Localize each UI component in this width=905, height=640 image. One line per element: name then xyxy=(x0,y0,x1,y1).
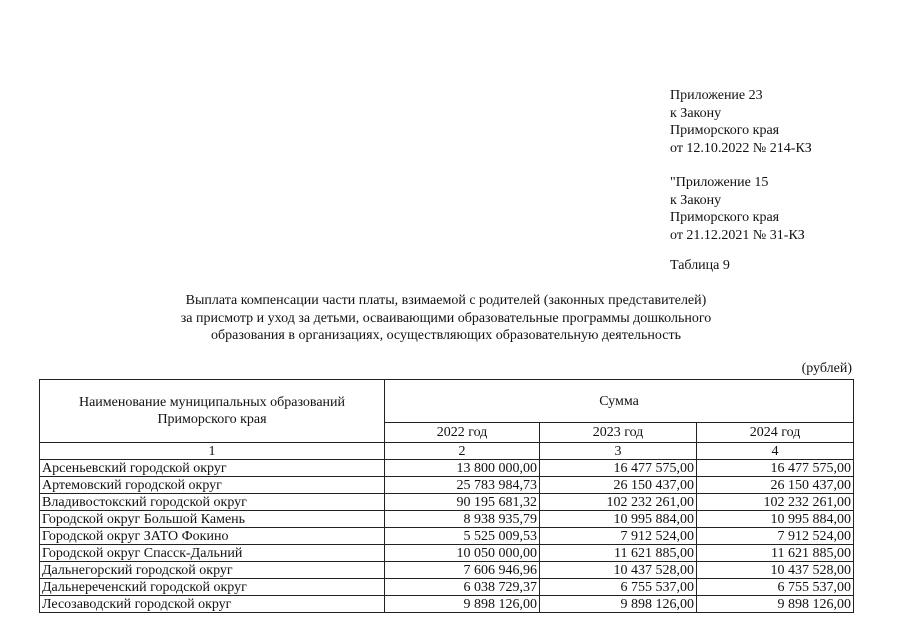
amount-2023-cell: 26 150 437,00 xyxy=(540,477,697,494)
amount-2024-cell: 26 150 437,00 xyxy=(697,477,854,494)
table-number: Таблица 9 xyxy=(670,258,730,273)
appendix-line: Приморского края xyxy=(670,123,780,138)
table-row xyxy=(40,511,854,528)
title-line: Выплата компенсации части платы, взимаемой с родителей (законных представителей) xyxy=(185,293,707,308)
municipality-name-cell: Артемовский городской округ xyxy=(40,477,385,494)
document-title xyxy=(40,292,852,345)
header-municipality xyxy=(40,380,385,443)
municipality-name-cell: Владивостокский городской округ xyxy=(40,494,385,511)
table-row xyxy=(40,494,854,511)
appendix-line: от 21.12.2021 № 31-КЗ xyxy=(670,227,805,243)
amount-2023-cell: 16 477 575,00 xyxy=(540,460,697,477)
municipality-name-cell: Дальнереченский городской округ xyxy=(40,579,385,596)
appendix-line: Приложение 23 xyxy=(670,88,763,103)
amount-2023-cell: 10 437 528,00 xyxy=(540,562,697,579)
column-number: 3 xyxy=(540,443,697,460)
amount-2023-cell: 7 912 524,00 xyxy=(540,528,697,545)
header-municipality-line: Наименование муниципальных образований xyxy=(78,395,346,410)
amount-2024-cell: 102 232 261,00 xyxy=(697,494,854,511)
table-row xyxy=(40,545,854,562)
amount-2024-cell: 7 912 524,00 xyxy=(697,528,854,545)
appendix-original-reference xyxy=(670,174,805,244)
amount-2023-cell: 11 621 885,00 xyxy=(540,545,697,562)
municipality-name-cell: Городской округ ЗАТО Фокино xyxy=(40,528,385,545)
column-number: 4 xyxy=(697,443,854,460)
table-row xyxy=(40,596,854,613)
appendix-line: Приморского края xyxy=(670,210,780,225)
amount-2022-cell: 6 038 729,37 xyxy=(385,579,540,596)
amount-2024-cell: 10 437 528,00 xyxy=(697,562,854,579)
amount-2023-cell: 102 232 261,00 xyxy=(540,494,697,511)
amount-2023-cell: 6 755 537,00 xyxy=(540,579,697,596)
municipality-name-cell: Дальнегорский городской округ xyxy=(40,562,385,579)
amount-2022-cell: 5 525 009,53 xyxy=(385,528,540,545)
amount-2024-cell: 11 621 885,00 xyxy=(697,545,854,562)
amount-2023-cell: 10 995 884,00 xyxy=(540,511,697,528)
appendix-current-reference xyxy=(670,87,812,157)
header-year-2022: 2022 год xyxy=(385,423,540,443)
column-number: 1 xyxy=(40,443,385,460)
amount-2024-cell: 9 898 126,00 xyxy=(697,596,854,613)
header-municipality-line: Приморского края xyxy=(157,412,267,427)
table-row xyxy=(40,460,854,477)
column-number-row xyxy=(40,443,854,460)
title-line: за присмотр и уход за детьми, осваивающими образовательные программы дошкольного xyxy=(180,310,712,326)
amount-2022-cell: 8 938 935,79 xyxy=(385,511,540,528)
compensation-table xyxy=(39,379,854,613)
units-label: (рублей) xyxy=(801,361,852,376)
appendix-line: от 12.10.2022 № 214-КЗ xyxy=(670,140,812,156)
municipality-name-cell: Арсеньевский городской округ xyxy=(40,460,385,477)
appendix-line: к Закону xyxy=(670,192,722,208)
amount-2022-cell: 9 898 126,00 xyxy=(385,596,540,613)
municipality-name-cell: Городской округ Большой Камень xyxy=(40,511,385,528)
amount-2022-cell: 10 050 000,00 xyxy=(385,545,540,562)
amount-2022-cell: 90 195 681,32 xyxy=(385,494,540,511)
amount-2024-cell: 16 477 575,00 xyxy=(697,460,854,477)
header-sum: Сумма xyxy=(385,380,854,423)
amount-2024-cell: 6 755 537,00 xyxy=(697,579,854,596)
table-row xyxy=(40,528,854,545)
municipality-name-cell: Городской округ Спасск-Дальний xyxy=(40,545,385,562)
appendix-line: "Приложение 15 xyxy=(670,175,769,190)
header-year-2024: 2024 год xyxy=(697,423,854,443)
table-row xyxy=(40,579,854,596)
amount-2024-cell: 10 995 884,00 xyxy=(697,511,854,528)
table-row xyxy=(40,477,854,494)
appendix-line: к Закону xyxy=(670,105,722,121)
title-line: образования в организациях, осуществляющих образовательную деятельность xyxy=(211,328,681,343)
amount-2022-cell: 13 800 000,00 xyxy=(385,460,540,477)
amount-2023-cell: 9 898 126,00 xyxy=(540,596,697,613)
column-number: 2 xyxy=(385,443,540,460)
amount-2022-cell: 7 606 946,96 xyxy=(385,562,540,579)
amount-2022-cell: 25 783 984,73 xyxy=(385,477,540,494)
header-year-2023: 2023 год xyxy=(540,423,697,443)
municipality-name-cell: Лесозаводский городской округ xyxy=(40,596,385,613)
table-row xyxy=(40,562,854,579)
